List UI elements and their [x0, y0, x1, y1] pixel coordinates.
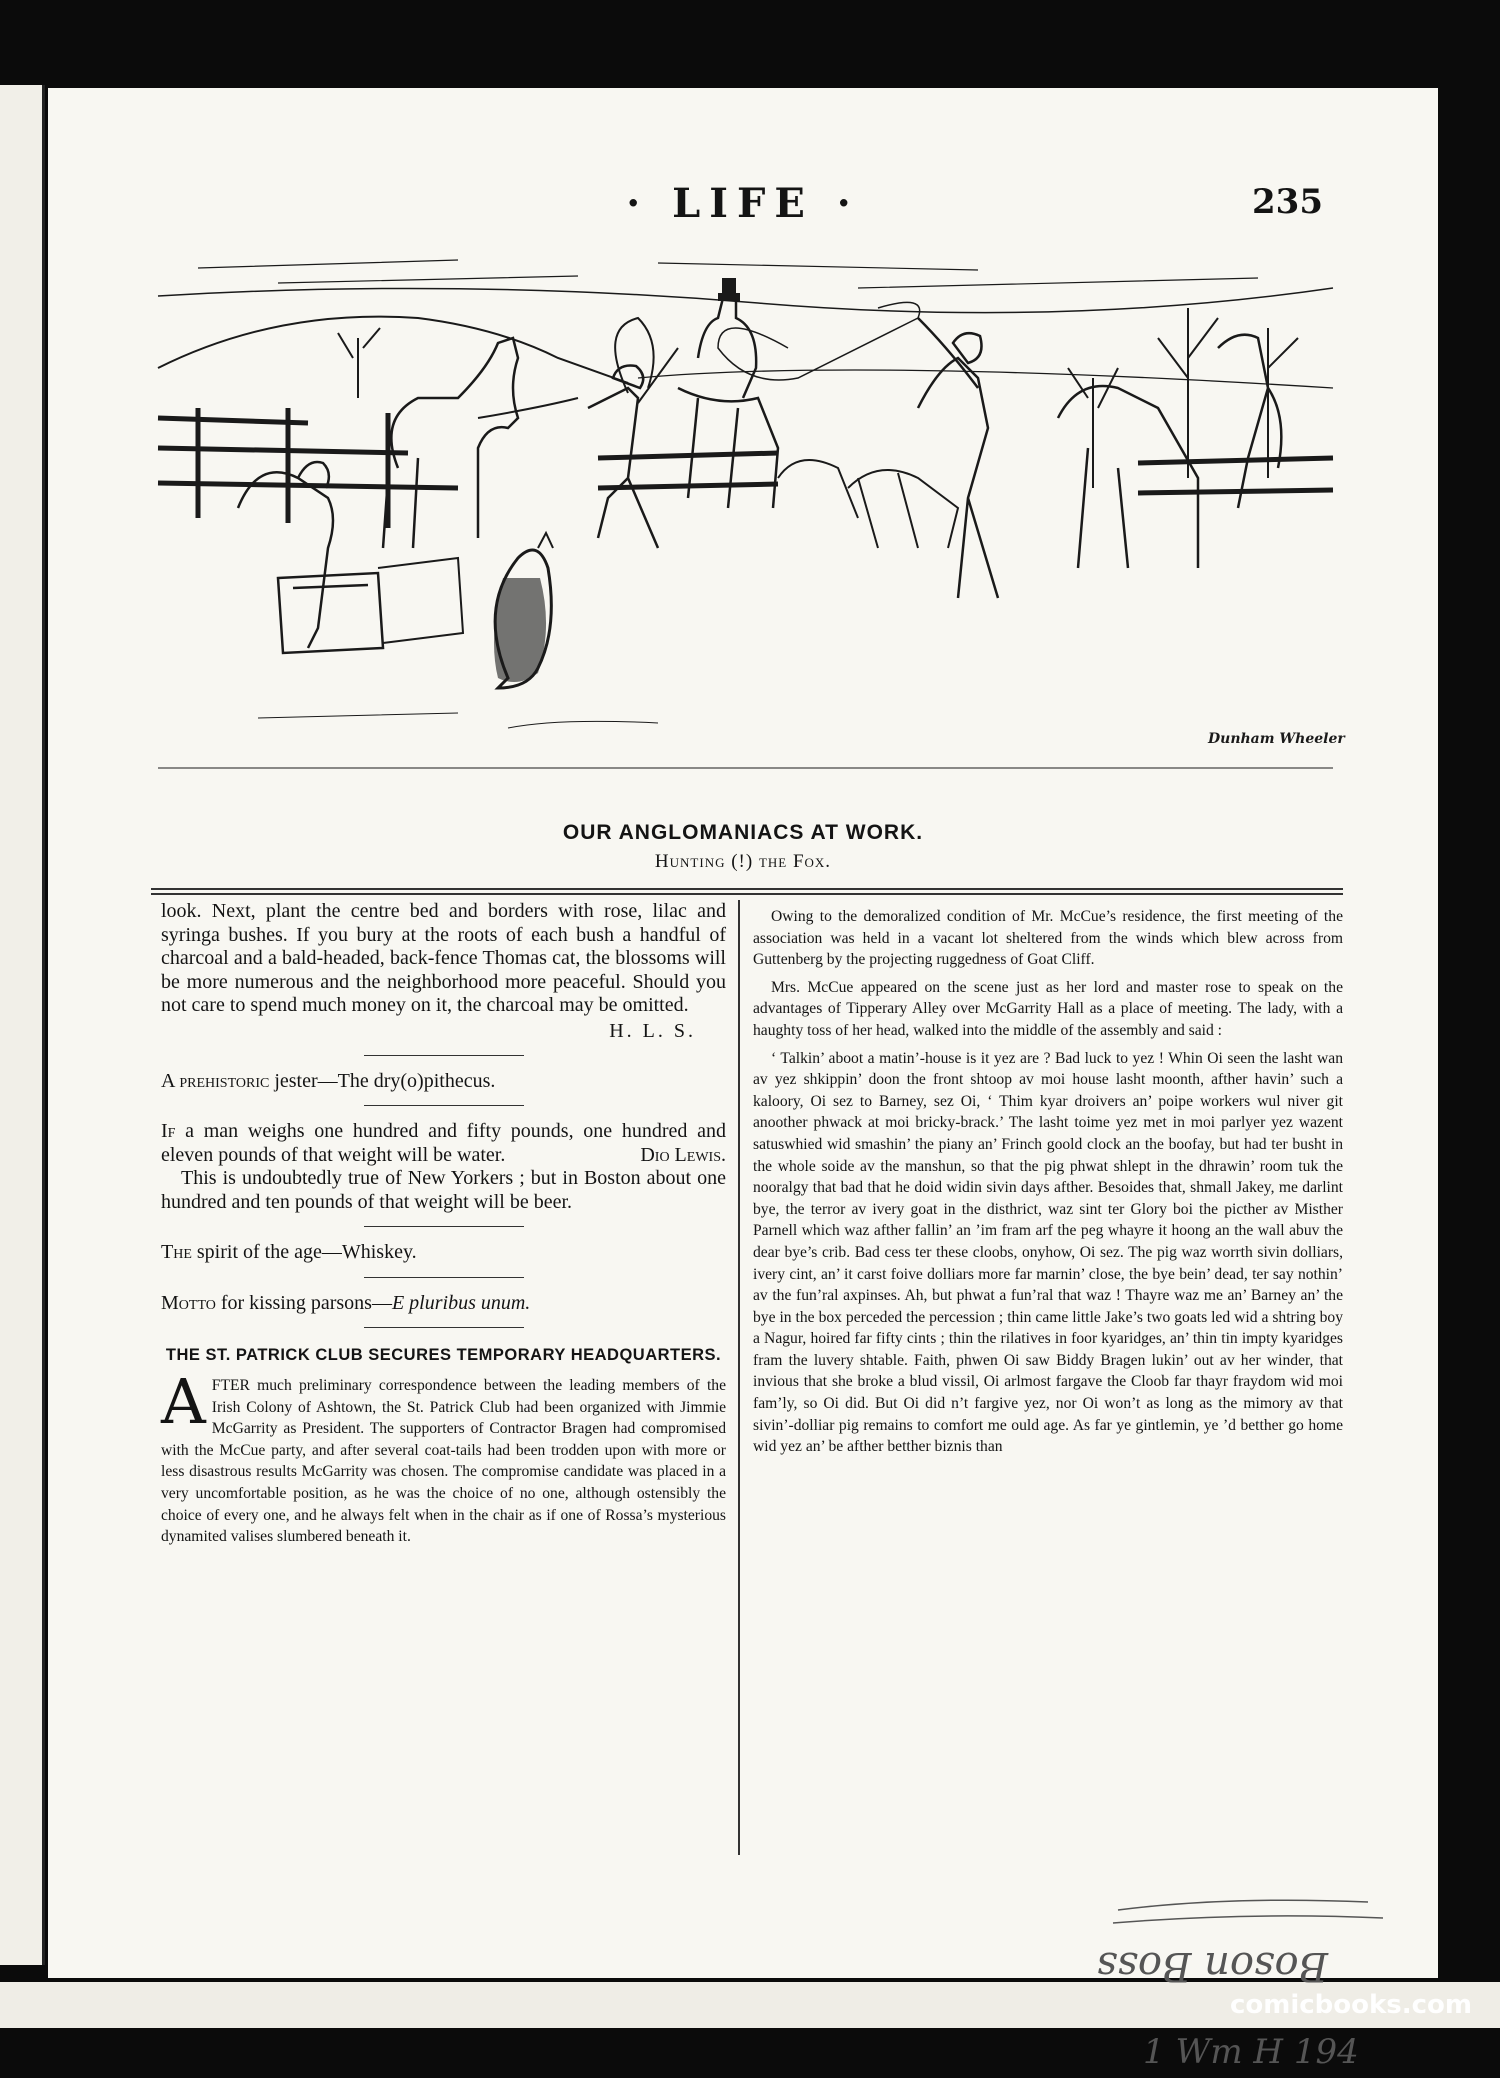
article-paragraph-3: ‘ Talkin’ aboot a matin’-house is it yez are ? Bad luck to yez ! Whin Oi seen the lasht wan av yez shkippin’ doon the front shtoop av moi house lasht moonth, afther havin’ such a kaloory, Oi sez to Barney, sez Oi, ‘ Thim kyar droivers an’ poipe workers wul niver git anoother phwack at moi bricky-brack.’ The lasht toime yez met in moi parlyer yez wazent satuswhied wid smashin’ the piany an’ Frinch goold clock an the boofay, but had ter busht in the whole soide av the manshun, so that the pig phwat shlept in the dhrawin’ room tuk the nooralgy that bad that he doid widin sivin days afther. Besoides that, shmall Jakey, me darlint bye, the terror av ivery goat in the disthrict, waz sint ter Glory boi the picther av Misther Parnell which waz afther fallin’ an ’im fram arf the peg whayre it hoong an the wall abuv the dear bye’s crib. Bad cess ter these cloobs, onyhow, Oi sez. The pig waz worrth sivin dolliars, ivery cint, an’ it carst foive dolliars more far marnin’ close, the bye bein’ dead, ter say nothin’ av the fun’ral axpinses. Ah, but phwat a fun’ral that waz ! Thayre waz me an’ Barney an’ the bye in the box perceded the percession ; thin came little Jake’s two goats led wid a shtring boy a Nagur, hoired far fifty cints ; thin the rilatives in foor kyaridges, an’ thin tin impty kyaridges fram the luvery shtable. Faith, phwen Oi saw Biddy Bragen lukin’ out av her winder, that invious that she broke a blud vissil, Oi arlmost fargave the Cloob far thayr fraydom wid moi fam’ly, so Oi did. But Oi did n’t fargive yez, nor Oi won’t as long as the mimory av that sivin’-dolliar pig remains to comfort me ould age. As far ye gintlemin, ye ’d betther go home wid yez an’ be afther betther biznis than: [753, 1049, 1343, 1456]
motto-item: [161, 1292, 726, 1316]
garden-signature: H. L. S.: [609, 1019, 696, 1042]
page-header: [48, 180, 1438, 230]
page-number: 235: [1252, 182, 1323, 222]
article-title: THE ST. PATRICK CLUB SECURES TEMPORARY HEADQUARTERS.: [165, 1346, 722, 1364]
weight-text: a man weighs one hundred and fifty pounds, one hundred and eleven pounds of that weight will be water.: [161, 1120, 726, 1166]
pencil-line-2: 1 Wm H 194: [1143, 2032, 1359, 2072]
divider-rule: [364, 1226, 524, 1227]
article-paragraph-1: Owing to the demoralized condition of Mr. McCue’s residence, the first meeting of the association was held in a vacant lot sheltered from the winds which blew across from Guttenberg by the projecting ruggedness of Goat Cliff.: [753, 908, 1343, 969]
motto-lead: Motto: [161, 1291, 216, 1314]
divider-rule: [364, 1277, 524, 1278]
divider-rule: [364, 1105, 524, 1106]
jester-item: [161, 1070, 726, 1094]
motto-latin: E pluribus unum.: [391, 1291, 531, 1314]
jester-text: jester—The dry(o)pithecus.: [269, 1069, 496, 1092]
article-paragraph-2: Mrs. McCue appeared on the scene just as her lord and master rose to speak on the advantages of Tipperary Alley over McGarrity Hall as a place of meeting. The lady, with a haughty toss of her head, walked into the middle of the assembly and said :: [753, 978, 1343, 1039]
fox-hunt-illustration: [158, 248, 1345, 808]
drop-cap: A: [161, 1365, 206, 1438]
right-column: [753, 906, 1343, 1458]
pencil-annotation: [1096, 1888, 1448, 2078]
divider-rule: [364, 1327, 524, 1328]
caption-rule-bottom: [151, 893, 1343, 895]
weight-lead: If: [161, 1120, 176, 1142]
caption-rule-top: [151, 888, 1343, 890]
source-watermark: comicbooks.com: [1229, 1990, 1472, 2020]
garden-paragraph: look. Next, plant the centre bed and borders with rose, lilac and syringa bushes. If you bury at the roots of each bush a handful of charcoal and a bald-headed, back-fence Thomas cat, the blossoms will be more numerous and the neighborhood more peaceful. Should you not care to spend much money on it, the charcoal may be omitted.: [161, 900, 726, 1016]
left-column: [161, 900, 726, 1548]
artist-signature: Dunham Wheeler: [1208, 731, 1345, 747]
spirit-text: spirit of the age—Whiskey.: [191, 1241, 417, 1263]
article-lead: FTER: [211, 1377, 250, 1394]
illustration-caption-title: OUR ANGLOMANIACS AT WORK.: [562, 821, 924, 844]
boston-paragraph: This is undoubtedly true of New Yorkers ; but in Boston about one hundred and ten pounds of that weight will be beer.: [161, 1167, 726, 1213]
column-divider: [738, 900, 740, 1855]
jester-lead: A prehistoric: [161, 1069, 270, 1092]
article-body: much preliminary correspondence between the leading members of the Irish Colony of Ashtown, the St. Patrick Club had been organized with Jimmie McGarrity as President. The supporters of Contractor Bragen had compromised with the McCue party, and after several coat-tails had been trodden upon with more or less disastrous results McGarrity was chosen. The compromise candidate was placed in a very uncomfortable position, as he was the choice of no one, although ostensibly the choice of every one, and he always felt when in the chair as if one of Rossa’s mysterious dynamited valises slumbered beneath it.: [161, 1377, 726, 1546]
motto-text: for kissing parsons—: [215, 1291, 392, 1314]
weight-attribution: Dio Lewis.: [640, 1143, 726, 1166]
pencil-line-1: Boson Boss: [1096, 1943, 1328, 1989]
adjacent-page-edge: [0, 85, 45, 1965]
spirit-lead: The: [161, 1241, 192, 1263]
divider-rule: [364, 1055, 524, 1056]
article-opening: [161, 1365, 726, 1548]
illustration-caption-subtitle: Hunting (!) the Fox.: [654, 851, 832, 872]
masthead: · LIFE ·: [626, 180, 860, 227]
weight-item: [161, 1120, 726, 1167]
spirit-item: [161, 1241, 726, 1265]
